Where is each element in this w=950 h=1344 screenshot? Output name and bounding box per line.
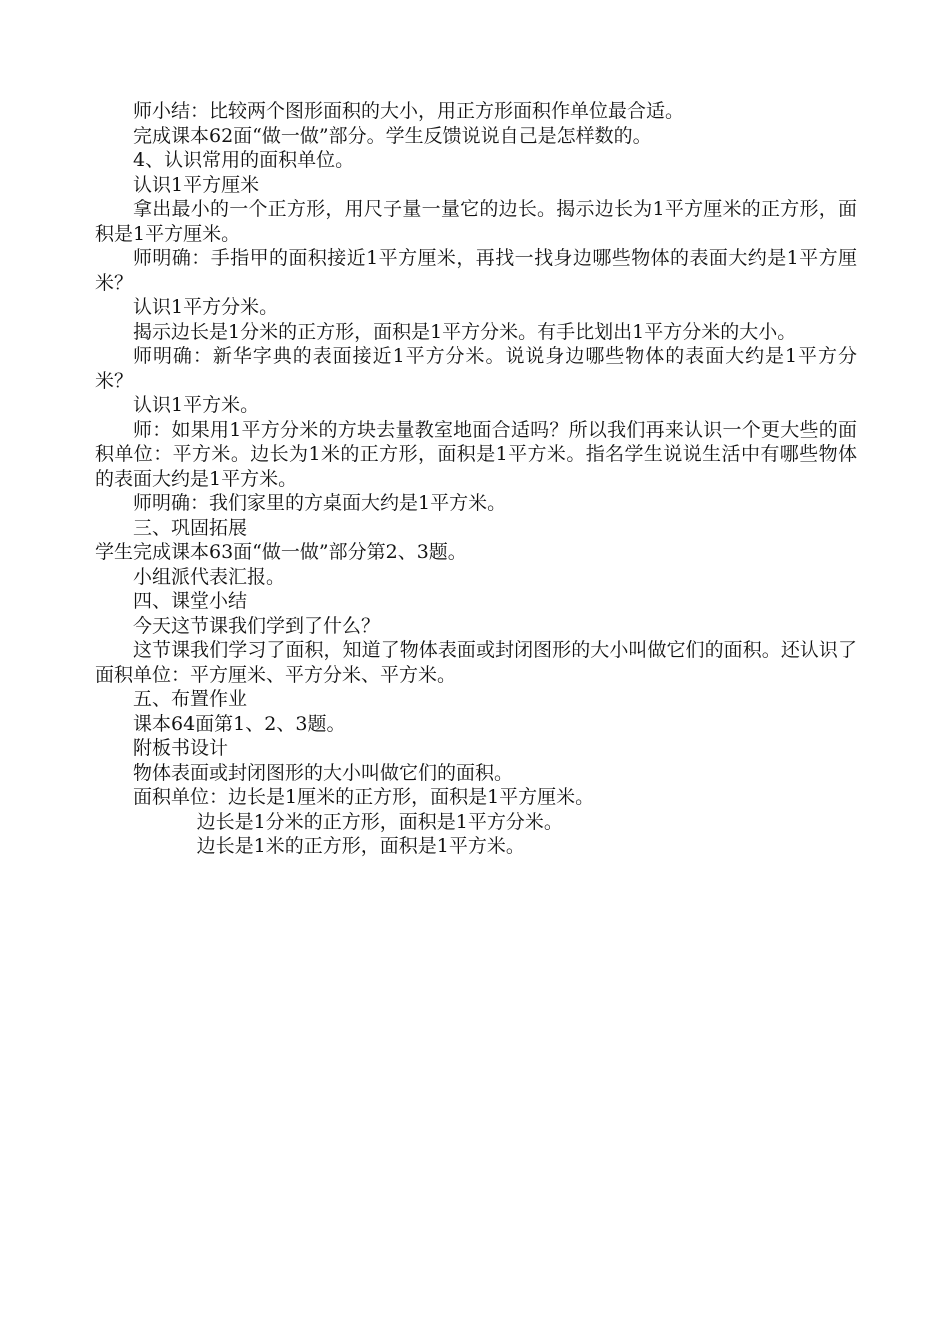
paragraph-m2-teacher: 师：如果用1平方分米的方块去量教室地面合适吗？所以我们再来认识一个更大些的面积单位：平方米。边长为1米的正方形，面积是1平方米。指名学生说说生活中有哪些物体的表面大约是1平方米。 [95,418,857,490]
paragraph-cm2-measure: 拿出最小的一个正方形，用尺子量一量它的边长。揭示边长为1平方厘米的正方形，面积是1平方厘米。 [95,198,857,245]
section-heading-homework: 五、布置作业 [133,688,248,710]
section-heading-summary: 四、课堂小结 [133,590,248,612]
paragraph-summary-compare: 师小结：比较两个图形面积的大小，用正方形面积作单位最合适。 [133,100,685,122]
subheading-square-decimeter: 认识1平方分米。 [133,296,279,318]
subheading-square-meter: 认识1平方米。 [133,394,260,416]
board-definition: 物体表面或封闭图形的大小叫做它们的面积。 [133,761,514,784]
paragraph-m2-clarify: 师明确：我们家里的方桌面大约是1平方米。 [133,492,507,514]
board-design-heading: 附板书设计 [133,737,229,759]
section-heading-consolidate: 三、巩固拓展 [133,516,248,539]
paragraph-today-question: 今天这节课我们学到了什么？ [133,614,381,637]
paragraph-lesson-summary: 这节课我们学习了面积，知道了物体表面或封闭图形的大小叫做它们的面积。还认识了面积单位：平方厘米、平方分米、平方米。 [95,639,857,686]
paragraph-dm2-reveal: 揭示边长是1分米的正方形，面积是1平方分米。有手比划出1平方分米的大小。 [133,320,797,343]
paragraph-homework: 课本64面第1、2、3题。 [133,712,346,735]
board-units-meter: 边长是1米的正方形，面积是1平方米。 [196,835,525,857]
board-units-decimeter: 边长是1分米的正方形，面积是1平方分米。 [196,810,563,833]
paragraph-textbook-63: 学生完成课本63面“做一做”部分第2、3题。 [95,541,467,563]
lesson-plan-body [95,99,857,859]
board-units-centimeter: 面积单位：边长是1厘米的正方形，面积是1平方厘米。 [133,786,595,808]
paragraph-dm2-clarify: 师明确：新华字典的表面接近1平方分米。说说身边哪些物体的表面大约是1平方分米？ [95,345,857,392]
paragraph-textbook-62: 完成课本62面“做一做”部分。学生反馈说说自己是怎样数的。 [133,124,652,147]
paragraph-group-report: 小组派代表汇报。 [133,565,286,588]
section-heading-area-units: 4、认识常用的面积单位。 [133,149,355,171]
paragraph-cm2-clarify: 师明确：手指甲的面积接近1平方厘米，再找一找身边哪些物体的表面大约是1平方厘米？ [95,247,857,294]
subheading-square-centimeter: 认识1平方厘米 [133,173,260,196]
